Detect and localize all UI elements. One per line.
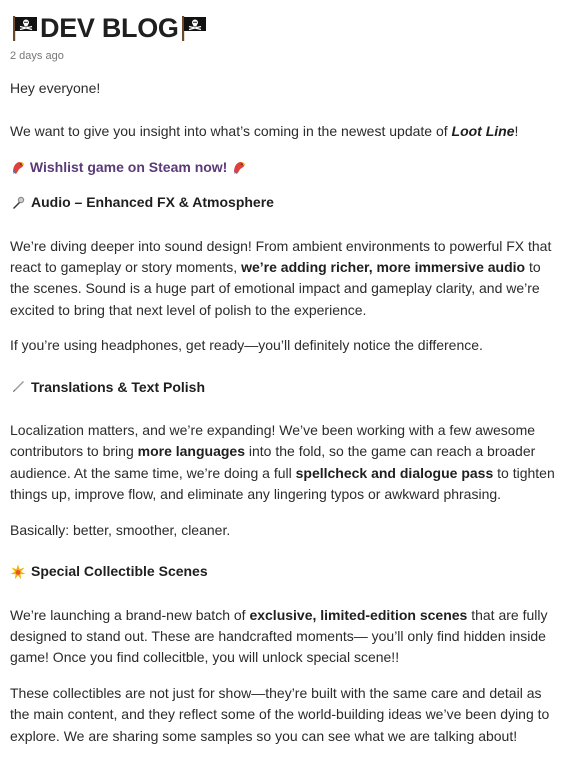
translations-p1-text-b: into the fold, so the game can reach a broader audience. At the same time, we’re doing a full xyxy=(10,443,536,481)
pen-icon xyxy=(10,379,26,395)
intro-text: We want to give you insight into what’s coming in the newest update of xyxy=(10,123,452,140)
translations-paragraph-1 xyxy=(10,420,562,506)
wishlist-link[interactable]: Wishlist game on Steam now! xyxy=(29,158,228,175)
sparkle-burst-icon xyxy=(10,564,26,580)
translations-p1-text-c: to tighten things up, improve flow, and eliminate any lingering typos or awkward phrasing. xyxy=(10,464,555,503)
wishlist-line xyxy=(10,157,562,178)
translations-paragraph-2: Basically: better, smoother, cleaner. xyxy=(10,521,231,538)
translations-p1-bold-2: spellcheck and dialogue pass xyxy=(295,464,494,481)
post-title: DEV BLOG xyxy=(40,12,179,43)
intro-paragraph xyxy=(10,121,562,142)
post-date: 2 days ago xyxy=(10,50,64,62)
audio-p1-text-a: We’re diving deeper into sound design! From ambient environments to powerful FX that react to gameplay or story moments, xyxy=(10,237,552,276)
greeting-paragraph: Hey everyone! xyxy=(10,80,101,96)
parrot-icon xyxy=(10,159,26,175)
pirate-flag-icon xyxy=(10,13,40,43)
pirate-flag-icon xyxy=(179,13,209,43)
post-body xyxy=(10,78,562,747)
intro-end: ! xyxy=(514,123,519,140)
collectibles-p1-text-b: that are fully designed to stand out. These are handcrafted moments— you’ll only find hidden inside game! Once you find collecitble, you will unlock special scene!! xyxy=(10,606,548,666)
collectibles-title-text: Special Collectible Scenes xyxy=(31,563,208,580)
collectibles-section-title xyxy=(10,561,562,582)
translations-p1-text-a: Localization matters, and we’re expanding! We’ve been working with a few awesome contributors to bring xyxy=(10,422,536,460)
microphone-icon xyxy=(10,195,26,211)
audio-paragraph-1 xyxy=(10,236,562,322)
translations-p1-bold-1: more languages xyxy=(137,443,245,460)
game-name: Loot Line xyxy=(451,123,515,140)
audio-p1-bold: we’re adding richer, more immersive audio xyxy=(241,259,526,276)
audio-title-text: Audio – Enhanced FX & Atmosphere xyxy=(31,194,274,211)
translations-section-title xyxy=(10,377,562,398)
parrot-icon xyxy=(231,159,247,175)
audio-p1-text-b: to the scenes. Sound is a huge part of emotional impact and gameplay clarity, and we’re excited to bring that next level of polish to the experience. xyxy=(10,259,541,318)
audio-paragraph-2: If you’re using headphones, get ready—you’ll definitely notice the difference. xyxy=(10,337,483,354)
collectibles-paragraph-1 xyxy=(10,605,562,669)
post-title-row xyxy=(10,0,562,56)
collectibles-p1-text-a: We’re launching a brand-new batch of xyxy=(10,606,250,623)
translations-title-text: Translations & Text Polish xyxy=(31,378,206,395)
collectibles-paragraph-2: These collectibles are not just for show—they’re built with the same care and detail as the main content, and they reflect some of the world-building ideas we’ve been dying to explore. We are sharing some samples so you can see what we are talking about! xyxy=(10,684,550,744)
blog-post xyxy=(10,0,562,744)
collectibles-p1-bold: exclusive, limited-edition scenes xyxy=(249,606,468,623)
audio-section-title xyxy=(10,192,562,213)
